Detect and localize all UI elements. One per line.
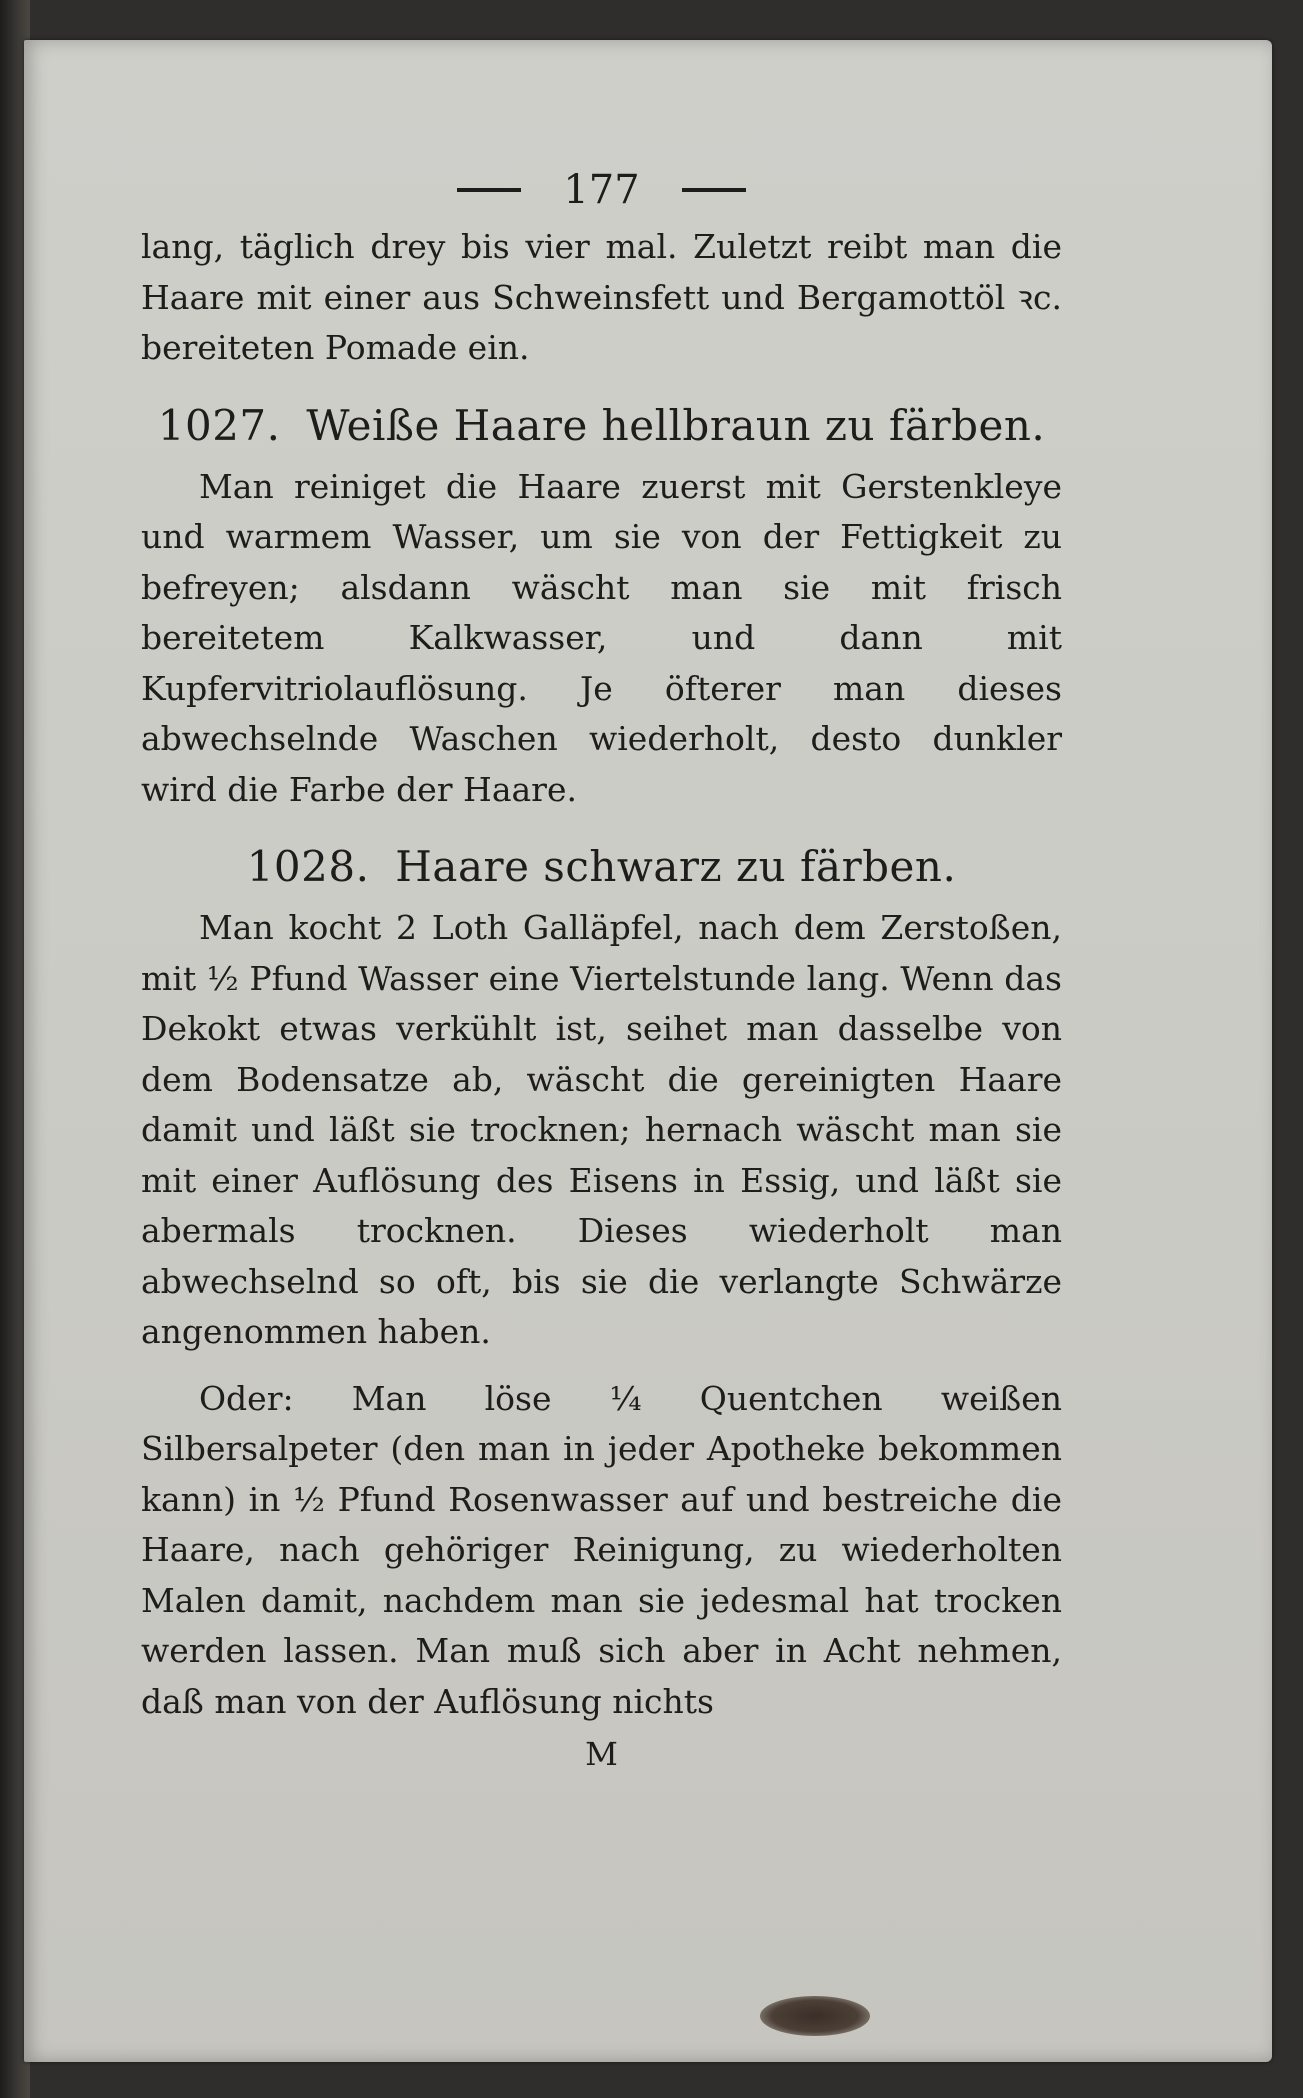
section-1027-title: Weiße Haare hellbraun zu färben.	[306, 400, 1046, 450]
book-page	[24, 40, 1272, 2062]
paragraph-gap	[141, 1358, 1062, 1374]
section-1028-body-2: Oder: Man löse ¼ Quentchen weißen Silbersalpeter (den man in jeder Apotheke bekommen kann) in ½ Pfund Rosenwasser auf und bestreiche die Haare, nach gehöriger Reinigung, zu wiederholten Malen damit, nachdem man sie jedesmal hat trocken werden lassen. Man muß sich aber in Acht nehmen, daß man von der Auflösung nichts	[141, 1378, 1062, 1721]
printer-signature-mark: M	[585, 1735, 618, 1773]
page-number: 177	[563, 166, 640, 213]
page-header	[141, 160, 1062, 220]
header-dash-left	[457, 188, 521, 192]
section-1028-heading	[141, 839, 1062, 895]
section-1027-heading	[141, 398, 1062, 454]
page-content	[141, 160, 1062, 1777]
header-dash-right	[682, 188, 746, 192]
ink-stain	[760, 1996, 870, 2036]
section-1028-number: 1028.	[246, 842, 370, 891]
section-1028-title: Haare schwarz zu färben.	[395, 842, 957, 891]
section-1027-body: Man reiniget die Haare zuerst mit Gerstenkleye und warmem Wasser, um sie von der Fettigkeit zu befreyen; alsdann wäscht man sie mit frisch bereitetem Kalkwasser, und dann mit Kupfervitriolauflösung. Je öfterer man dieses abwechselnde Waschen wiederholt, desto dunkler wird die Farbe der Haare.	[141, 466, 1062, 809]
section-1027-number: 1027.	[157, 400, 281, 450]
section-1028-body-1: Man kocht 2 Loth Galläpfel, nach dem Zerstoßen, mit ½ Pfund Wasser eine Viertelstunde lang. Wenn das Dekokt etwas verkühlt ist, seihet man dasselbe von dem Bodensatze ab, wäscht die gereinigten Haare damit und läßt sie trocknen; hernach wäscht man sie mit einer Auflösung des Eisens in Essig, und läßt sie abermals trocknen. Dieses wiederholt man abwechselnd so oft, bis sie die verlangte Schwärze angenommen haben.	[141, 908, 1062, 1351]
intro-paragraph: lang, täglich drey bis vier mal. Zuletzt reibt man die Haare mit einer aus Schweinsfett und Bergamottöl ꝛc. bereiteten Pomade ein.	[141, 227, 1062, 367]
